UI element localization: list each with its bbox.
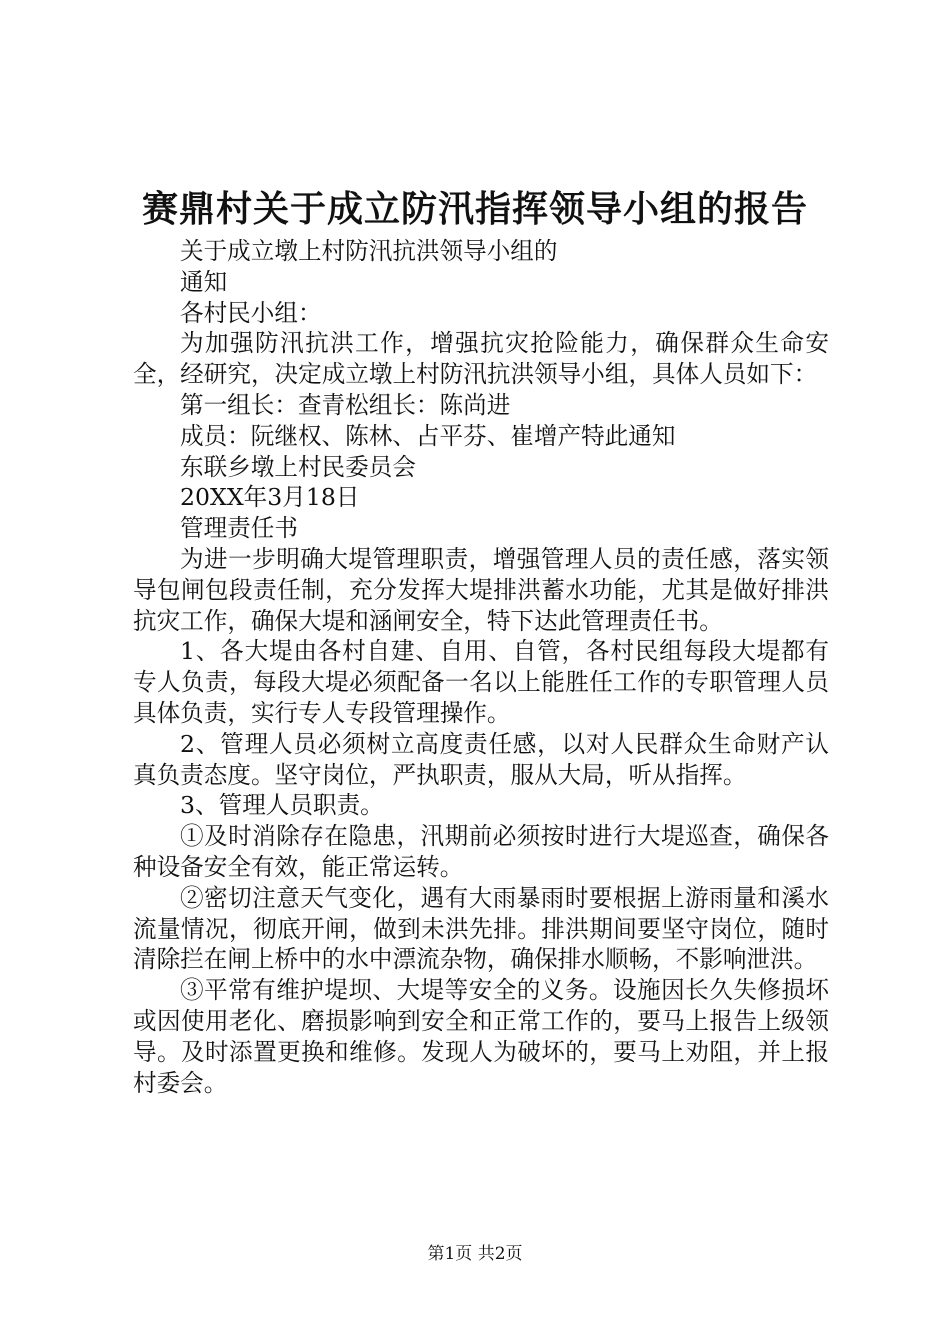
duty-1: ①及时消除存在隐患，汛期前必须按时进行大堤巡查，确保各种设备安全有效，能正常运转。 [133, 822, 829, 881]
issuer-line: 东联乡墩上村民委员会 [180, 452, 416, 481]
members-line: 成员：阮继权、陈林、占平芬、崔增产特此通知 [180, 421, 676, 450]
section-heading: 管理责任书 [180, 514, 298, 543]
clause-3: 3、管理人员职责。 [180, 791, 384, 820]
notice-heading-line-2: 通知 [180, 267, 228, 296]
salutation: 各村民小组： [180, 298, 322, 327]
document-title: 赛鼎村关于成立防汛指挥领导小组的报告 [141, 188, 808, 230]
leaders-line: 第一组长：查青松组长：陈尚进 [180, 390, 511, 419]
notice-heading-line-1: 关于成立墩上村防汛抗洪领导小组的 [180, 237, 558, 265]
duty-2: ②密切注意天气变化，遇有大雨暴雨时要根据上游雨量和溪水流量情况，彻底开闸，做到未洪先排。排洪期间要坚守岗位，随时清除拦在闸上桥中的水中漂流杂物，确保排水顺畅，不影响泄洪。 [133, 883, 829, 974]
date-line: 20XX年3月18日 [180, 483, 360, 512]
clause-2: 2、管理人员必须树立高度责任感，以对人民群众生命财产认真负责态度。坚守岗位，严执职责，服从大局，听从指挥。 [133, 729, 829, 789]
duty-3: ③平常有维护堤坝、大堤等安全的义务。设施因长久失修损坏或因使用老化、磨损影响到安全和正常工作的，要马上报告上级领导。及时添置更换和维修。发现人为破坏的，要马上劝阻，并上报村委会。 [133, 976, 829, 1097]
page-footer: 第1页 共2页 [427, 1244, 523, 1264]
clause-1: 1、各大堤由各村自建、自用、自管，各村民组每段大堤都有专人负责，每段大堤必须配备一名以上能胜任工作的专职管理人员具体负责，实行专人专段管理操作。 [133, 637, 829, 727]
intro-paragraph: 为进一步明确大堤管理职责，增强管理人员的责任感，落实领导包闸包段责任制，充分发挥大堤排洪蓄水功能，尤其是做好排洪抗灾工作，确保大堤和涵闸安全，特下达此管理责任书。 [133, 544, 829, 635]
notice-paragraph: 为加强防汛抗洪工作，增强抗灾抢险能力，确保群众生命安全，经研究，决定成立墩上村防汛抗洪领导小组，具体人员如下： [133, 329, 829, 389]
document-body [133, 236, 829, 1098]
